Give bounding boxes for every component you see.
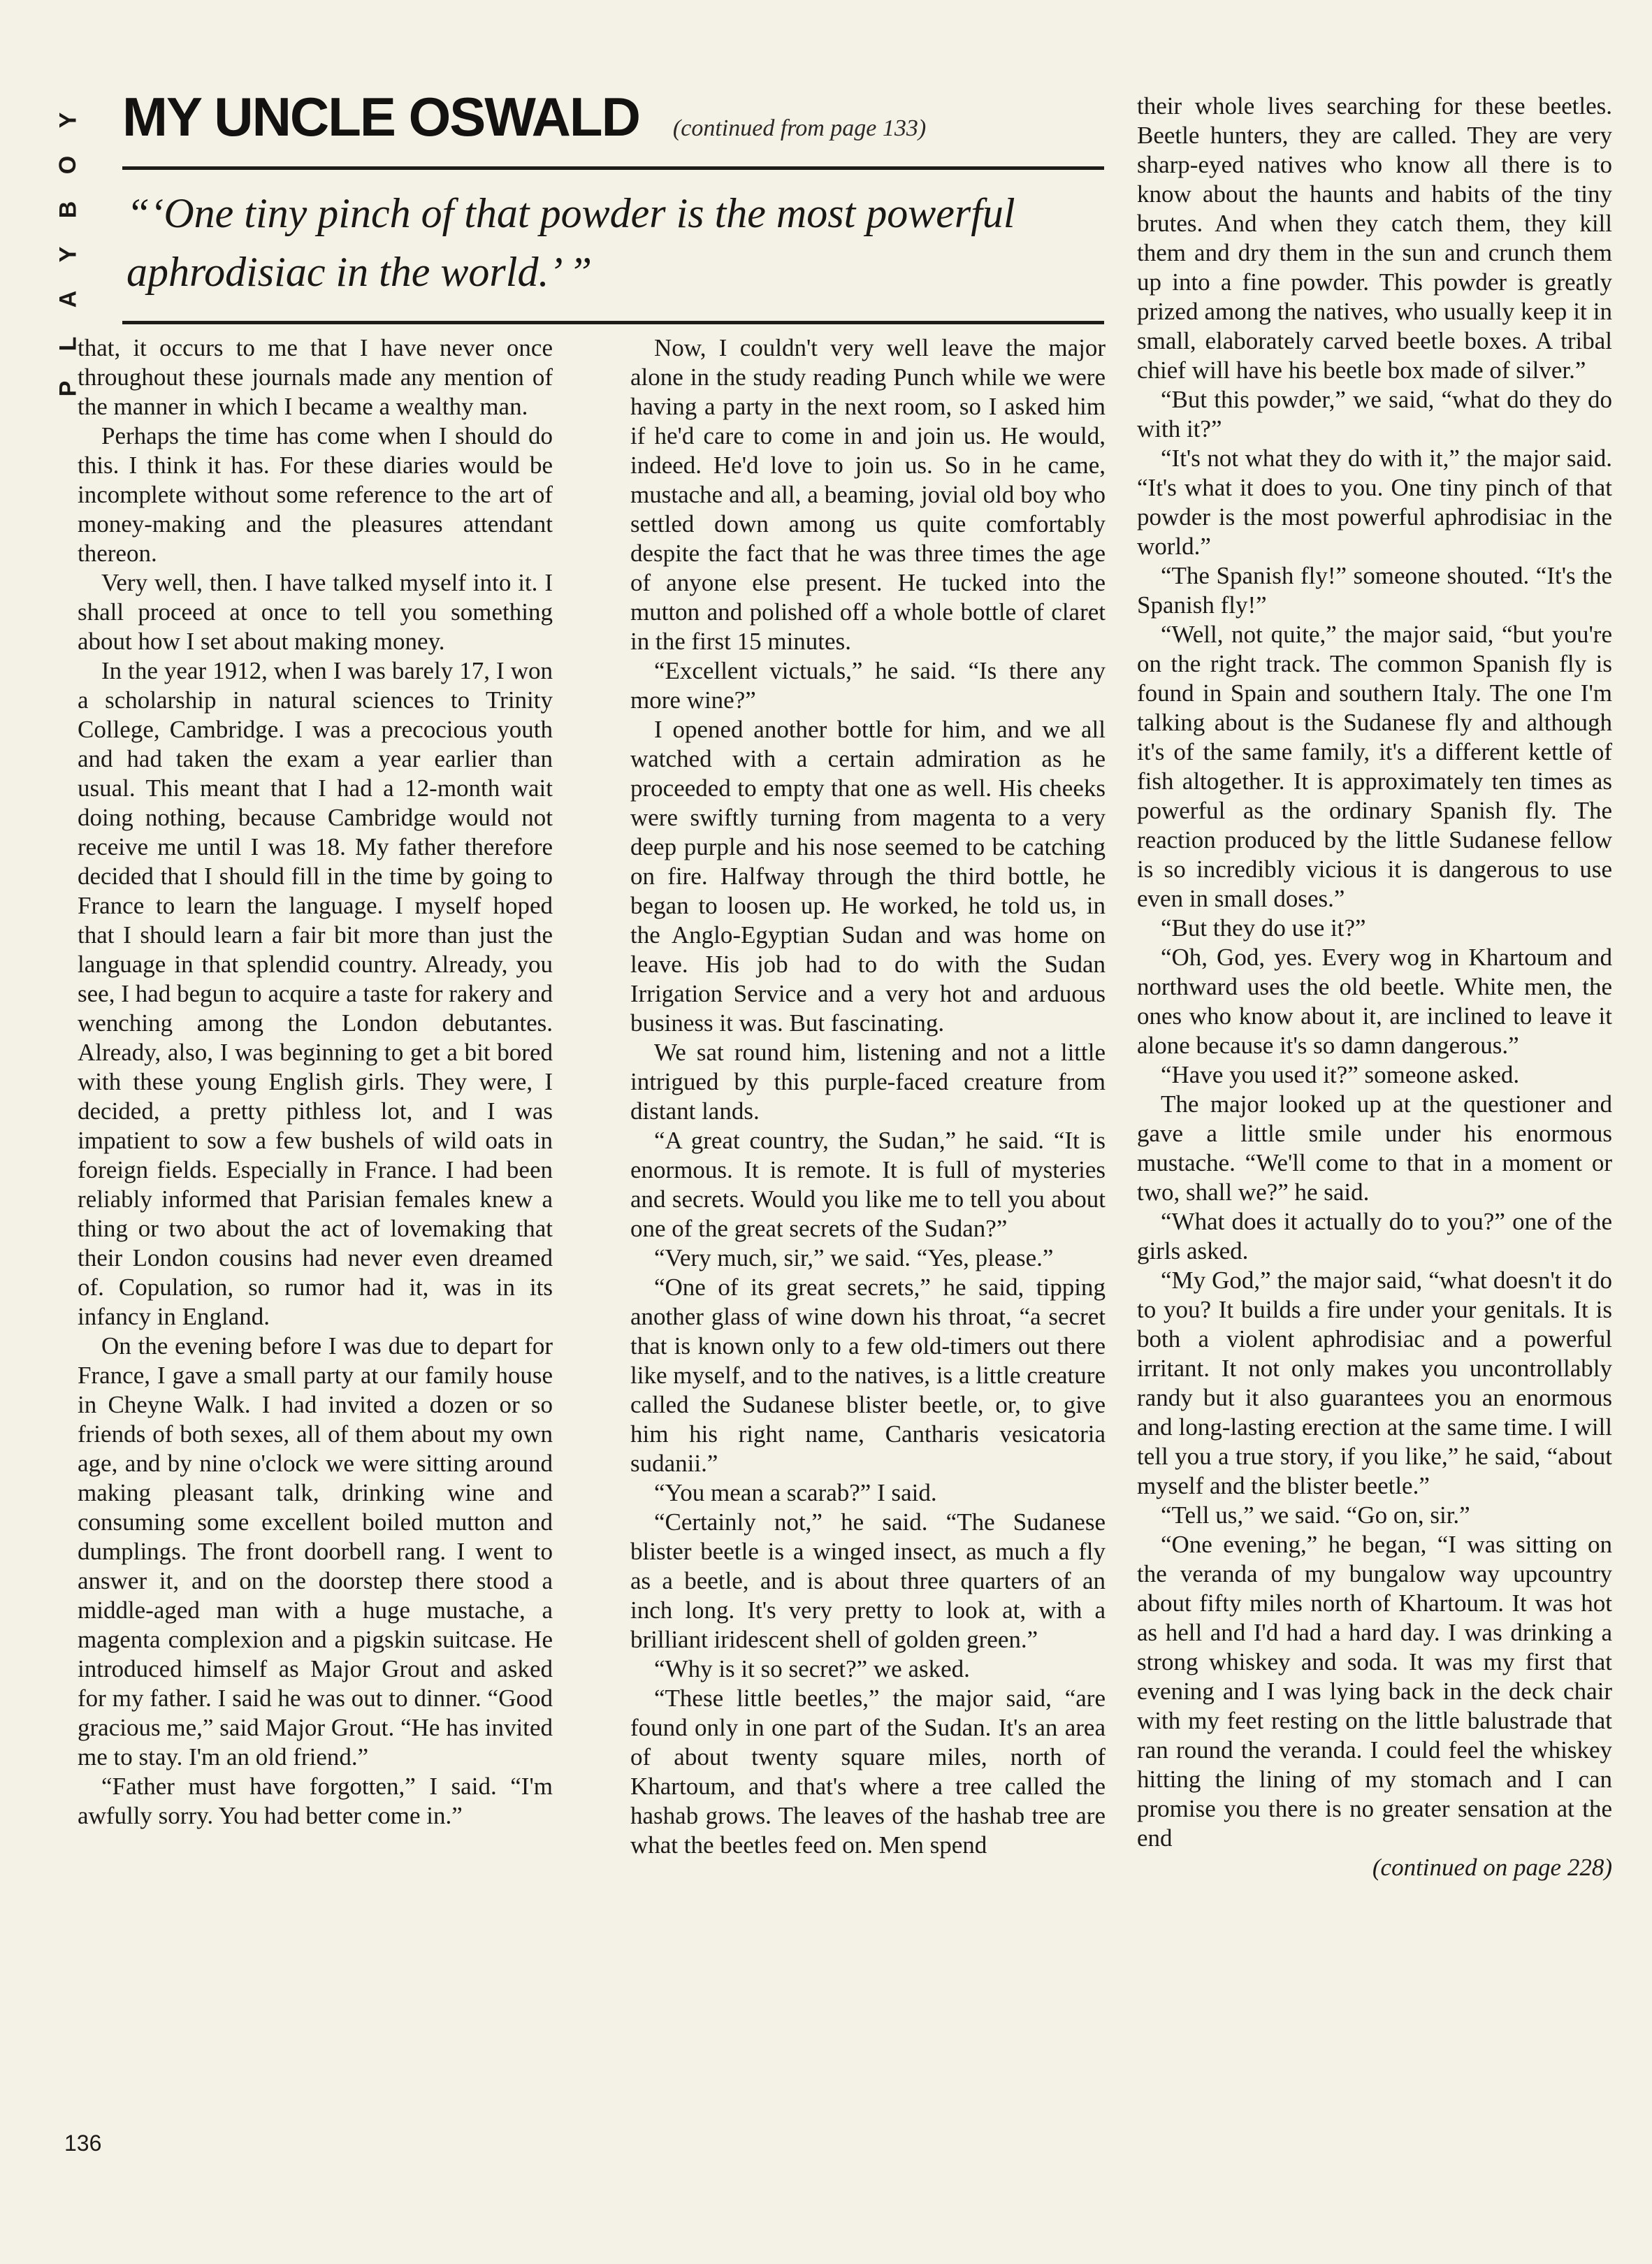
paragraph: “Oh, God, yes. Every wog in Khartoum and northward uses the old beetle. White men, the ones who know about it, are inclined to leave it alone because it's so damn dangerous.” <box>1137 944 1612 1059</box>
side-label-letter: B <box>55 201 81 219</box>
column-1 <box>78 333 553 1831</box>
paragraph: In the year 1912, when I was barely 17, I won a scholarship in natural sciences to Trinity College, Cambridge. I was a precocious youth and had taken the exam a year earlier than usual. This meant that I had a 12-month wait doing nothing, because Cambridge would not receive me until I was 18. My father therefore decided that I should fill in the time by going to France to learn the language. I myself hoped that I should learn a fair bit more than just the language in that splendid country. Already, you see, I had begun to acquire a taste for rakery and wenching among the London debutantes. Already, also, I was beginning to get a bit bored with these young English girls. They were, I decided, a pretty pithless lot, and I was impatient to sow a few bushels of wild oats in foreign fields. Especially in France. I had been reliably informed that Parisian females knew a thing or two about the act of lovemaking that their London cousins had never even dreamed of. Copulation, so rumor had it, was in its infancy in England. <box>78 657 553 1330</box>
column-2 <box>630 333 1106 1860</box>
paragraph: “These little beetles,” the major said, “are found only in one part of the Sudan. It's an area of about twenty square miles, north of Khartoum, and that's where a tree called the hashab grows. The leaves of the hashab tree are what the beetles feed on. Men spend <box>630 1685 1106 1859</box>
paragraph: “What does it actually do to you?” one of the girls asked. <box>1137 1208 1612 1264</box>
paragraph: that, it occurs to me that I have never once throughout these journals made any mention of the manner in which I became a wealthy man. <box>78 334 553 420</box>
paragraph: “Father must have forgotten,” I said. “I'm awfully sorry. You had better come in.” <box>78 1773 553 1829</box>
page-number: 136 <box>64 2130 102 2156</box>
bottom-rule <box>122 321 1104 324</box>
paragraph: “One of its great secrets,” he said, tipping another glass of wine down his throat, “a secret that is known only to a few old-timers out there like myself, and to the natives, is a little creature called the Sudanese blister beetle, or, to give him his right name, Cantharis vesicatoria sudanii.” <box>630 1274 1106 1477</box>
pull-quote: “‘One tiny pinch of that powder is the most powerful aphrodisiac in the world.’ ” <box>126 190 1015 295</box>
paragraph: their whole lives searching for these beetles. Beetle hunters, they are called. They are very sharp-eyed natives who know all there is to know about the haunts and habits of the tiny brutes. And when they catch them, they kill them and dry them in the sun and crunch them up into a fine powder. This powder is greatly prized among the natives, who usually keep it in small, elaborately carved beetle boxes. A tribal chief will have his beetle box made of silver.” <box>1137 92 1612 384</box>
continued-from-note: (continued from page 133) <box>672 115 927 141</box>
paragraph: “The Spanish fly!” someone shouted. “It's the Spanish fly!” <box>1137 562 1612 619</box>
continued-on-note: (continued on page 228) <box>1372 1854 1612 1881</box>
paragraph: “A great country, the Sudan,” he said. “It is enormous. It is remote. It is full of mysteries and secrets. Would you like me to tell you about one of the great secrets of the Sudan?” <box>630 1127 1106 1242</box>
paragraph: The major looked up at the questioner and gave a little smile under his enormous mustache. “We'll come to that in a moment or two, shall we?” he said. <box>1137 1090 1612 1206</box>
paragraph: “Why is it so secret?” we asked. <box>654 1655 970 1682</box>
title-row <box>122 85 1104 148</box>
side-label-letter: A <box>55 290 81 308</box>
paragraph: “But they do use it?” <box>1161 914 1366 942</box>
column-3 <box>1137 92 1612 1882</box>
paragraph: Perhaps the time has come when I should do this. I think it has. For these diaries would be incomplete without some reference to the art of money-making and the pleasures attendant thereon. <box>78 422 553 567</box>
paragraph: I opened another bottle for him, and we all watched with a certain admiration as he proceeded to empty that one as well. His cheeks were swiftly turning from magenta to a very deep purple and his nose seemed to be catching on fire. Halfway through the third bottle, he began to loosen up. He worked, he told us, in the Anglo-Egyptian Sudan and was home on leave. His job had to do with the Sudan Irrigation Service and a very hot and arduous business it was. But fascinating. <box>630 716 1106 1037</box>
paragraph: We sat round him, listening and not a little intrigued by this purple-faced creature from distant lands. <box>630 1039 1106 1125</box>
paragraph: “Have you used it?” someone asked. <box>1161 1061 1520 1088</box>
paragraph: “My God,” the major said, “what doesn't it do to you? It builds a fire under your genitals. It is both a violent aphrodisiac and a powerful irritant. It not only makes you uncontrollably randy but it also guarantees you an enormous and long-lasting erection at the same time. I will tell you a true story, if you like,” he said, “about myself and the blister beetle.” <box>1137 1267 1612 1499</box>
paragraph: “It's not what they do with it,” the major said. “It's what it does to you. One tiny pinch of that powder is the most powerful aphrodisiac in the world.” <box>1137 445 1612 560</box>
paragraph: “You mean a scarab?” I said. <box>654 1479 937 1506</box>
paragraph: “Certainly not,” he said. “The Sudanese blister beetle is a winged insect, as much a fly as a beetle, and is about three quarters of an inch long. It's very pretty to look at, with a brilliant iridescent shell of golden green.” <box>630 1508 1106 1653</box>
paragraph: Now, I couldn't very well leave the major alone in the study reading Punch while we were having a party in the next room, so I asked him if he'd care to come in and join us. He would, indeed. He'd love to join us. So in he came, mustache and all, a beaming, jovial old boy who settled down among us quite comfortably despite the fact that he was three times the age of anyone else present. He tucked into the mutton and polished off a whole bottle of claret in the first 15 minutes. <box>630 334 1106 655</box>
paragraph: “Excellent victuals,” he said. “Is there any more wine?” <box>630 657 1106 714</box>
side-label-letter: Y <box>55 112 81 129</box>
paragraph: “But this powder,” we said, “what do they do with it?” <box>1137 386 1612 442</box>
side-label-letter: Y <box>55 246 81 263</box>
side-label-letter: P <box>55 380 81 397</box>
side-label-letter: L <box>55 336 81 352</box>
paragraph: “Very much, sir,” we said. “Yes, please.” <box>654 1244 1054 1271</box>
paragraph: “Well, not quite,” the major said, “but you're on the right track. The common Spanish fly is found in Spain and southern Italy. The one I'm talking about is the Sudanese fly and although it's of the same family, it's a different kettle of fish altogether. It is approximately ten times as powerful as the ordinary Spanish fly. The reaction produced by the little Sudanese fellow is so incredibly vicious it is dangerous to use even in small doses.” <box>1137 621 1612 912</box>
top-rule <box>122 166 1104 170</box>
paragraph: Very well, then. I have talked myself into it. I shall proceed at once to tell you something about how I set about making money. <box>78 569 553 655</box>
article-title: MY UNCLE OSWALD <box>122 86 639 147</box>
paragraph: “Tell us,” we said. “Go on, sir.” <box>1161 1501 1470 1529</box>
paragraph: On the evening before I was due to depart for France, I gave a small party at our family house in Cheyne Walk. I had invited a dozen or so friends of both sexes, all of them about my own age, and by nine o'clock we were sitting around making pleasant talk, drinking wine and consuming some excellent boiled mutton and dumplings. The front doorbell rang. I went to answer it, and on the doorstep there stood a middle-aged man with a huge mustache, a magenta complexion and a pigskin suitcase. He introduced himself as Major Grout and asked for my father. I said he was out to dinner. “Good gracious me,” said Major Grout. “He has invited me to stay. I'm an old friend.” <box>78 1332 553 1771</box>
side-label-letter: O <box>54 155 81 175</box>
article-header <box>122 85 1104 324</box>
paragraph: “One evening,” he began, “I was sitting on the veranda of my bungalow way upcountry about fifty miles north of Khartoum. It was hot as hell and I'd had a hard day. I was drinking a strong whiskey and soda. It was my first that evening and I was lying back in the deck chair with my feet resting on the little balustrade that ran round the veranda. I could feel the whiskey hitting the lining of my stomach and I can promise you there is no greater sensation at the end <box>1137 1531 1612 1852</box>
